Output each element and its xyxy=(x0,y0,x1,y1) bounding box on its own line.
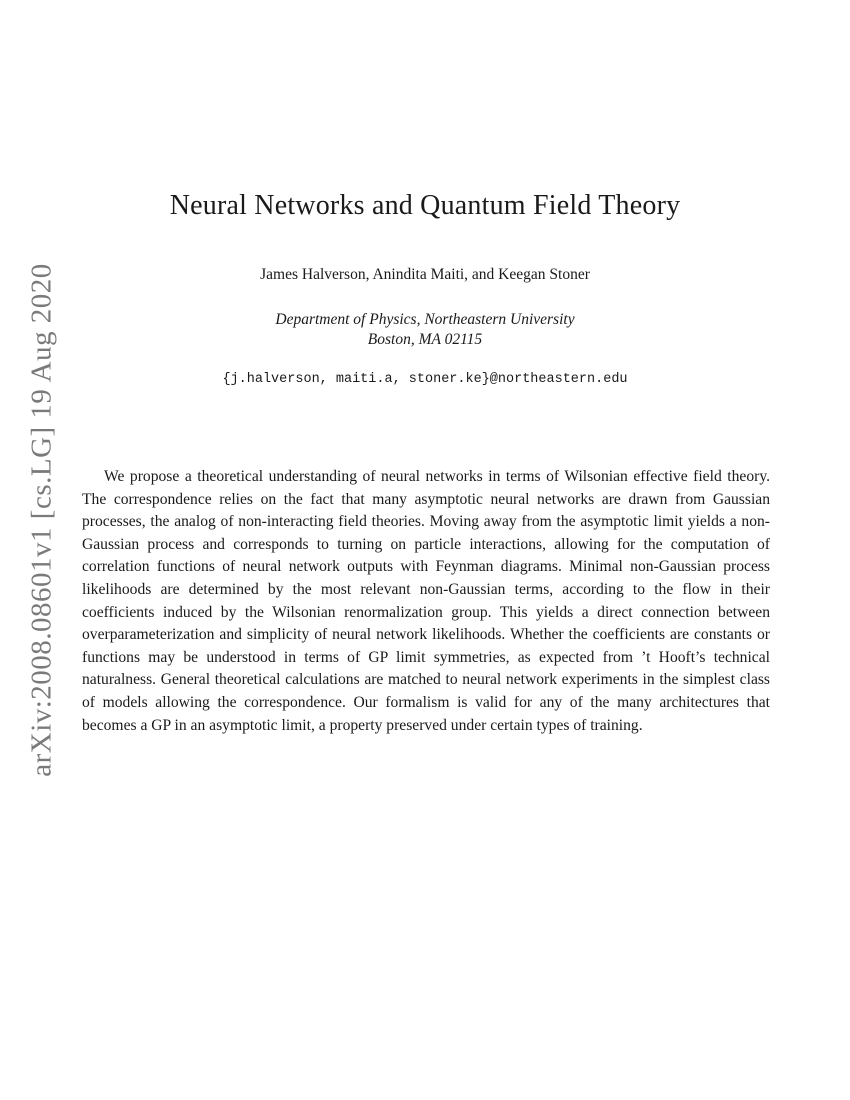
arxiv-identifier: arXiv:2008.08601v1 [cs.LG] 19 Aug 2020 xyxy=(25,263,58,777)
affiliation-department: Department of Physics, Northeastern University xyxy=(275,311,575,328)
author-list: James Halverson, Anindita Maiti, and Keegan Stoner xyxy=(260,266,590,283)
paper-title: Neural Networks and Quantum Field Theory xyxy=(169,190,681,221)
author-emails: {j.halverson, maiti.a, stoner.ke}@northeastern.edu xyxy=(222,372,628,387)
affiliation-location: Boston, MA 02115 xyxy=(367,331,483,348)
abstract-text: We propose a theoretical understanding of neural networks in terms of Wilsonian effective field theory. The correspondence relies on the fact that many asymptotic neural networks are drawn from Gaussian processes, the analog of non-interacting field theories. Moving away from the asymptotic limit yields a non-Gaussian process and corresponds to turning on particle interactions, allowing for the computation of correlation functions of neural network outputs with Feynman diagrams. Minimal non-Gaussian process likelihoods are determined by the most relevant non-Gaussian terms, according to the flow in their coefficients induced by the Wilsonian renormalization group. This yields a direct connection between overparameterization and simplicity of neural network likelihoods. Whether the coefficients are constants or functions may be understood in terms of GP limit symmetries, as expected from ’t Hooft’s technical naturalness. General theoretical calculations are matched to neural network experiments in the simplest class of models allowing the correspondence. Our formalism is valid for any of the many architectures that becomes a GP in an asymptotic limit, a property preserved under certain types of training. xyxy=(82,468,770,734)
affiliation xyxy=(0,310,850,350)
